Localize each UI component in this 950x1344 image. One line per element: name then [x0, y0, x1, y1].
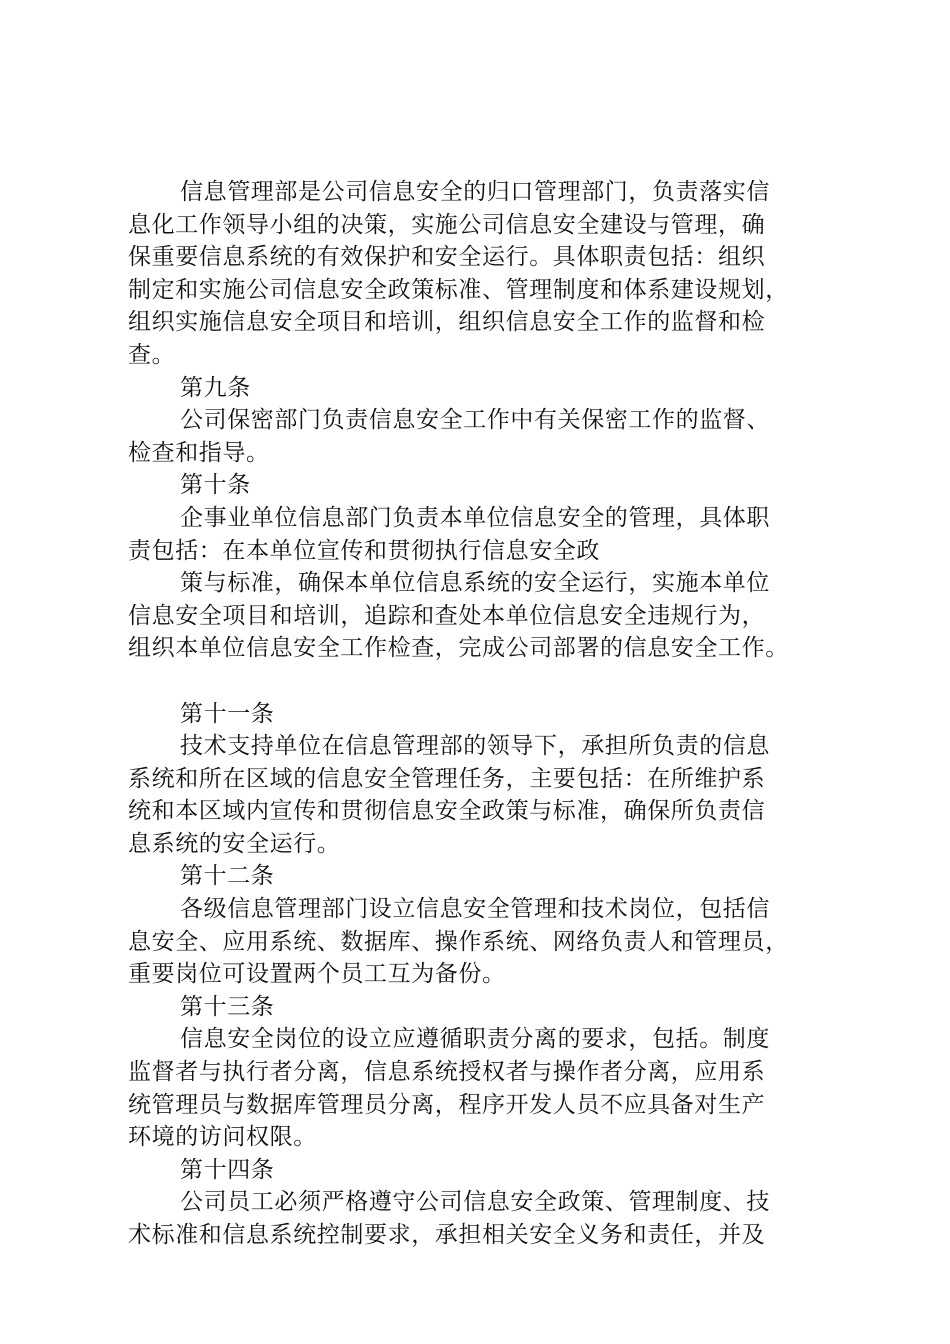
text-line: 检查和指导。	[128, 439, 270, 466]
text-line: 各级信息管理部门设立信息安全管理和技术岗位，包括信	[180, 896, 770, 923]
text-line: 保重要信息系统的有效保护和安全运行。具体职责包括：组织	[128, 244, 766, 271]
text-line: 监督者与执行者分离，信息系统授权者与操作者分离，应用系	[128, 1059, 766, 1086]
text-line: 重要岗位可设置两个员工互为备份。	[128, 961, 506, 988]
text-line: 息系统的安全运行。	[128, 830, 341, 857]
text-line: 息安全、应用系统、数据库、操作系统、网络负责人和管理员，	[128, 928, 789, 955]
text-line: 环境的访问权限。	[128, 1124, 317, 1151]
text-line: 息化工作领导小组的决策，实施公司信息安全建设与管理，确	[128, 211, 766, 238]
paragraph-gap	[128, 665, 848, 698]
text-line: 信息管理部是公司信息安全的归口管理部门，负责落实信	[180, 179, 770, 205]
text-line: 责包括：在本单位宣传和贯彻执行信息安全政	[128, 537, 600, 564]
text-line: 公司保密部门负责信息安全工作中有关保密工作的监督、	[180, 407, 770, 434]
article-heading: 第十一条	[180, 700, 275, 727]
text-line: 制定和实施公司信息安全政策标准、管理制度和体系建设规划，	[128, 276, 789, 303]
text-line: 术标准和信息系统控制要求，承担相关安全义务和责任，并及	[128, 1222, 766, 1248]
article-heading: 第十二条	[180, 863, 275, 890]
article-heading: 第九条	[180, 374, 251, 401]
text-line: 系统和所在区域的信息安全管理任务，主要包括：在所维护系	[128, 765, 766, 792]
text-line: 组织实施信息安全项目和培训，组织信息安全工作的监督和检	[128, 309, 766, 336]
document-body	[128, 176, 848, 1252]
text-line: 策与标准，确保本单位信息系统的安全运行，实施本单位	[180, 570, 770, 597]
text-line: 查。	[128, 341, 176, 368]
text-line: 组织本单位信息安全工作检查，完成公司部署的信息安全工作。	[128, 635, 789, 662]
article-heading: 第十三条	[180, 993, 275, 1020]
text-line: 统管理员与数据库管理员分离，程序开发人员不应具备对生产	[128, 1091, 766, 1118]
text-line: 技术支持单位在信息管理部的领导下，承担所负责的信息	[180, 733, 770, 760]
text-line: 企事业单位信息部门负责本单位信息安全的管理，具体职	[180, 504, 770, 531]
text-line: 统和本区域内宣传和贯彻信息安全政策与标准，确保所负责信	[128, 798, 766, 825]
text-line: 公司员工必须严格遵守公司信息安全政策、管理制度、技	[180, 1189, 770, 1216]
article-heading: 第十条	[180, 472, 251, 499]
text-line: 信息安全项目和培训，追踪和查处本单位信息安全违规行为，	[128, 602, 766, 629]
article-heading: 第十四条	[180, 1156, 275, 1183]
text-line: 信息安全岗位的设立应遵循职责分离的要求，包括。制度	[180, 1026, 770, 1053]
